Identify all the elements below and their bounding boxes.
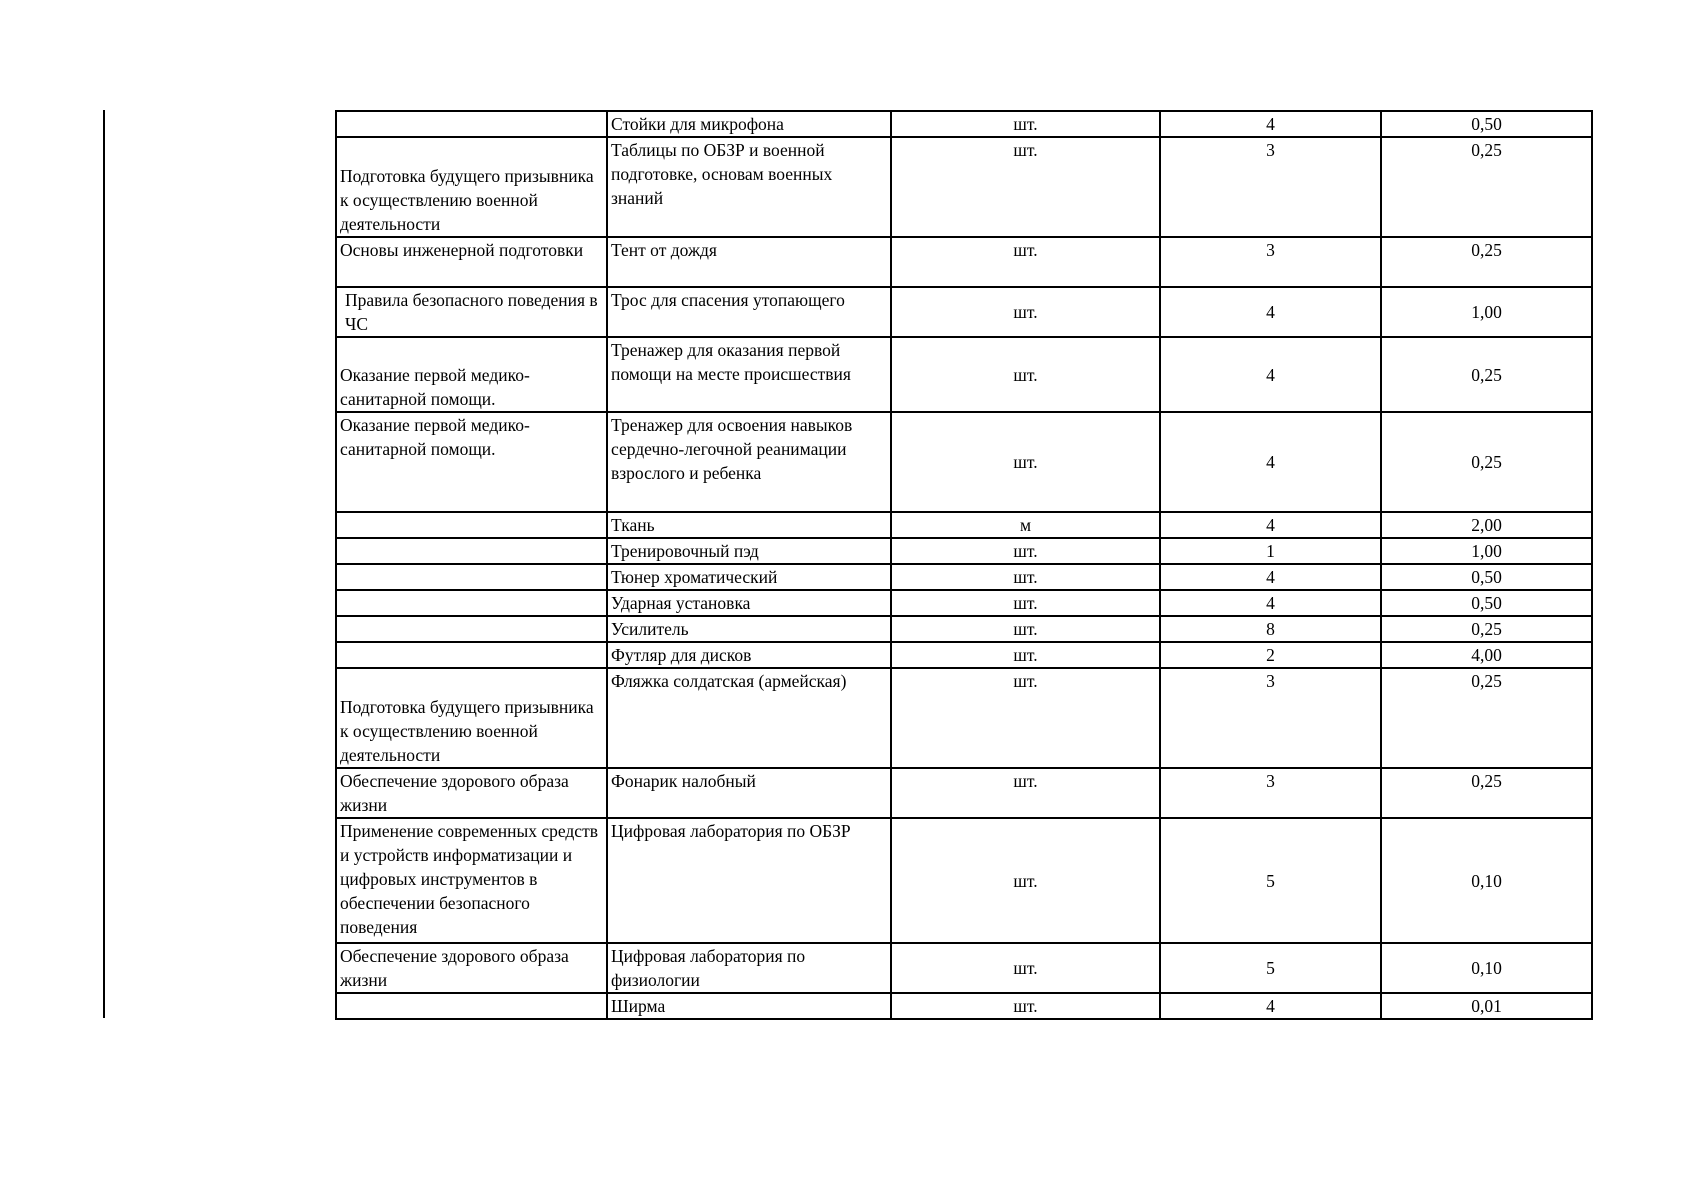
item-name-cell: Фляжка солдатская (армейская)	[607, 668, 891, 768]
table-row	[336, 642, 1592, 668]
table-row	[336, 993, 1592, 1019]
left-margin-rule	[103, 110, 105, 1018]
table-row	[336, 111, 1592, 137]
norm-cell: 4,00	[1381, 642, 1592, 668]
unit-cell: шт.	[891, 111, 1160, 137]
quantity-cell: 3	[1160, 137, 1381, 237]
section-cell	[336, 590, 607, 616]
norm-cell: 0,50	[1381, 111, 1592, 137]
norm-cell: 1,00	[1381, 287, 1592, 337]
item-name-cell: Футляр для дисков	[607, 642, 891, 668]
section-cell: Оказание первой медико-санитарной помощи.	[336, 337, 607, 412]
section-cell	[336, 616, 607, 642]
table-row	[336, 818, 1592, 943]
item-name-cell: Ткань	[607, 512, 891, 538]
quantity-cell: 4	[1160, 993, 1381, 1019]
quantity-cell: 4	[1160, 287, 1381, 337]
unit-cell: шт.	[891, 818, 1160, 943]
table-row	[336, 943, 1592, 993]
unit-cell: шт.	[891, 590, 1160, 616]
quantity-cell: 4	[1160, 512, 1381, 538]
quantity-cell: 3	[1160, 768, 1381, 818]
item-name-cell: Цифровая лаборатория по физиологии	[607, 943, 891, 993]
quantity-cell: 4	[1160, 111, 1381, 137]
unit-cell: шт.	[891, 137, 1160, 237]
section-cell	[336, 564, 607, 590]
section-cell: Подготовка будущего призывника к осуществлению военной деятельности	[336, 137, 607, 237]
item-name-cell: Трос для спасения утопающего	[607, 287, 891, 337]
table-row	[336, 616, 1592, 642]
quantity-cell: 1	[1160, 538, 1381, 564]
item-name-cell: Тент от дождя	[607, 237, 891, 287]
unit-cell: шт.	[891, 412, 1160, 512]
table-row	[336, 590, 1592, 616]
norm-cell: 0,25	[1381, 237, 1592, 287]
norm-cell: 0,25	[1381, 137, 1592, 237]
section-cell: Оказание первой медико-санитарной помощи.	[336, 412, 607, 512]
table-row	[336, 337, 1592, 412]
item-name-cell: Таблицы по ОБЗР и военной подготовке, основам военных знаний	[607, 137, 891, 237]
item-name-cell: Стойки для микрофона	[607, 111, 891, 137]
section-cell	[336, 512, 607, 538]
unit-cell: шт.	[891, 668, 1160, 768]
quantity-cell: 4	[1160, 337, 1381, 412]
unit-cell: шт.	[891, 538, 1160, 564]
quantity-cell: 3	[1160, 237, 1381, 287]
norm-cell: 0,50	[1381, 564, 1592, 590]
quantity-cell: 3	[1160, 668, 1381, 768]
quantity-cell: 2	[1160, 642, 1381, 668]
section-cell	[336, 642, 607, 668]
quantity-cell: 8	[1160, 616, 1381, 642]
norm-cell: 0,01	[1381, 993, 1592, 1019]
item-name-cell: Цифровая лаборатория по ОБЗР	[607, 818, 891, 943]
item-name-cell: Тренажер для оказания первой помощи на месте происшествия	[607, 337, 891, 412]
table-row	[336, 512, 1592, 538]
norm-cell: 0,25	[1381, 412, 1592, 512]
norm-cell: 0,10	[1381, 943, 1592, 993]
equipment-table	[335, 110, 1593, 1020]
section-cell	[336, 538, 607, 564]
table-row	[336, 538, 1592, 564]
unit-cell: шт.	[891, 237, 1160, 287]
section-cell: Основы инженерной подготовки	[336, 237, 607, 287]
norm-cell: 0,50	[1381, 590, 1592, 616]
section-cell: Применение современных средств и устройств информатизации и цифровых инструментов в обеспечении безопасного поведения	[336, 818, 607, 943]
item-name-cell: Ударная установка	[607, 590, 891, 616]
unit-cell: шт.	[891, 768, 1160, 818]
quantity-cell: 5	[1160, 943, 1381, 993]
section-cell: Правила безопасного поведения в ЧС	[336, 287, 607, 337]
quantity-cell: 4	[1160, 590, 1381, 616]
norm-cell: 1,00	[1381, 538, 1592, 564]
quantity-cell: 4	[1160, 412, 1381, 512]
norm-cell: 0,10	[1381, 818, 1592, 943]
quantity-cell: 5	[1160, 818, 1381, 943]
table-row	[336, 287, 1592, 337]
item-name-cell: Тюнер хроматический	[607, 564, 891, 590]
item-name-cell: Фонарик налобный	[607, 768, 891, 818]
unit-cell: шт.	[891, 943, 1160, 993]
norm-cell: 0,25	[1381, 616, 1592, 642]
item-name-cell: Усилитель	[607, 616, 891, 642]
table-row	[336, 564, 1592, 590]
table-row	[336, 412, 1592, 512]
section-cell	[336, 993, 607, 1019]
unit-cell: шт.	[891, 642, 1160, 668]
item-name-cell: Ширма	[607, 993, 891, 1019]
item-name-cell: Тренировочный пэд	[607, 538, 891, 564]
unit-cell: шт.	[891, 287, 1160, 337]
item-name-cell: Тренажер для освоения навыков сердечно-легочной реанимации взрослого и ребенка	[607, 412, 891, 512]
table-row	[336, 137, 1592, 237]
norm-cell: 0,25	[1381, 337, 1592, 412]
table-row	[336, 668, 1592, 768]
unit-cell: шт.	[891, 616, 1160, 642]
unit-cell: шт.	[891, 993, 1160, 1019]
norm-cell: 2,00	[1381, 512, 1592, 538]
section-cell: Обеспечение здорового образа жизни	[336, 943, 607, 993]
section-cell: Обеспечение здорового образа жизни	[336, 768, 607, 818]
table-row	[336, 768, 1592, 818]
unit-cell: шт.	[891, 564, 1160, 590]
norm-cell: 0,25	[1381, 668, 1592, 768]
unit-cell: шт.	[891, 337, 1160, 412]
unit-cell: м	[891, 512, 1160, 538]
table-row	[336, 237, 1592, 287]
section-cell: Подготовка будущего призывника к осуществлению военной деятельности	[336, 668, 607, 768]
quantity-cell: 4	[1160, 564, 1381, 590]
section-cell	[336, 111, 607, 137]
norm-cell: 0,25	[1381, 768, 1592, 818]
